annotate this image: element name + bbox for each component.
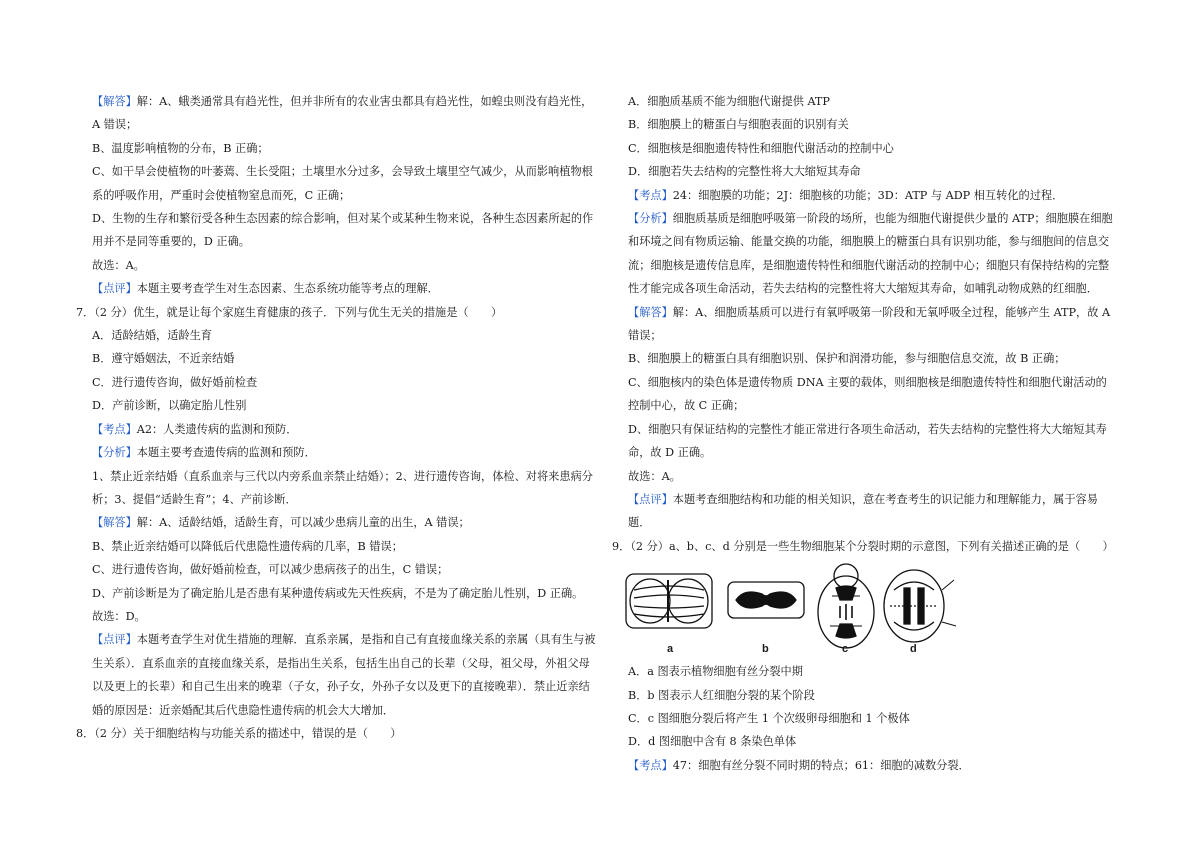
annotated-paragraph [88, 277, 598, 300]
line-text: B．b 图表示人红细胞分裂的某个阶段 [628, 688, 815, 702]
annotated-paragraph [88, 90, 598, 137]
figure-label-b: b [762, 643, 769, 656]
line-text: A．细胞质基质不能为细胞代谢提供 ATP [628, 95, 830, 108]
line-text: D．d 图细胞中含有 8 条染色单体 [628, 735, 797, 749]
annotated-paragraph [88, 511, 598, 534]
text-line [624, 465, 1114, 488]
annotated-paragraph [624, 754, 1114, 777]
line-text: B．遵守婚姻法，不近亲结婚 [92, 352, 235, 366]
cell-c-drawing [818, 564, 874, 648]
line-text: 故选：D。 [92, 609, 146, 623]
text-line [624, 371, 1114, 418]
line-text: 解：A、蛾类通常具有趋光性，但并非所有的农业害虫都具有趋光性，如蝗虫则没有趋光性，A 错误； [92, 95, 593, 132]
line-text: 解：A、适龄结婚，适龄生育，可以减少患病儿童的出生，A 错误； [136, 516, 470, 530]
text-line [88, 535, 598, 558]
text-line [88, 371, 598, 394]
annotated-paragraph [624, 184, 1114, 207]
section-tag: 【分析】 [92, 446, 137, 460]
text-line [624, 660, 1114, 683]
text-line [88, 465, 598, 512]
line-text: B、温度影响植物的分布，B 正确； [92, 141, 269, 155]
line-text: B、细胞膜上的糖蛋白具有细胞识别、保护和润滑功能，参与细胞信息交流，故 B 正确； [628, 352, 1066, 366]
text-line [624, 90, 1114, 113]
line-text: 24：细胞膜的功能；2J：细胞核的功能；3D：ATP 与 ADP 相互转化的过程． [672, 188, 1064, 202]
section-tag: 【解答】 [628, 305, 673, 319]
cell-b-drawing [728, 582, 804, 618]
left-column [76, 90, 598, 745]
section-tag: 【分析】 [628, 212, 673, 226]
line-text: A2：人类遗传病的监测和预防． [136, 422, 298, 436]
text-line [624, 113, 1114, 136]
line-text: B．细胞膜上的糖蛋白与细胞表面的识别有关 [628, 118, 849, 132]
text-line [88, 160, 598, 207]
line-text: 9．（2 分）a、b、c、d 分别是一些生物细胞某个分裂时期的示意图，下列有关描述正确的是（ ） [612, 539, 1114, 553]
line-text: 本题主要考查学生对生态因素、生态系统功能等考点的理解． [136, 282, 439, 296]
section-tag: 【考点】 [628, 758, 673, 772]
text-line [88, 605, 598, 628]
text-line [624, 684, 1114, 707]
line-text: D、生物的生存和繁衍受各种生态因素的综合影响，但对某个或某种生物来说，各种生态因素所起的作用并不是同等重要的，D 正确。 [92, 212, 594, 249]
line-text: D．细胞若失去结构的完整性将大大缩短其寿命 [628, 165, 861, 179]
right-column-top [612, 90, 1114, 558]
line-text: 本题主要考查遗传病的监测和预防． [136, 446, 316, 460]
section-tag: 【点评】 [92, 282, 137, 296]
line-text: B、禁止近亲结婚可以降低后代患隐性遗传病的几率，B 错误； [92, 539, 403, 553]
section-tag: 【解答】 [92, 516, 137, 530]
section-tag: 【点评】 [92, 633, 137, 647]
line-text: 解：A、细胞质基质可以进行有氧呼吸第一阶段和无氧呼吸全过程，能够产生 ATP，故 A 错误； [628, 305, 1111, 343]
line-text: 本题考查细胞结构和功能的相关知识，意在考查考生的识记能力和理解能力，属于容易题． [628, 492, 1098, 530]
line-text: 本题考查学生对优生措施的理解．直系亲属，是指和自己有直接血缘关系的亲属（具有生与被生关系）．直系血亲的直接血缘关系，是指出生关系，包括生出自己的长辈（父母，祖父母，外祖父母以及更上的长辈）和自己生出来的晚辈（子女，孙子女，外孙子女以及更下的直接晚辈）．禁止近亲结婚的原因是：近亲婚配其后代患隐性遗传病的机会大大增加． [92, 633, 596, 717]
cell-division-figure [624, 560, 1114, 660]
figure-label-c: c [842, 643, 849, 656]
text-line [624, 137, 1114, 160]
line-text: C．进行遗传咨询，做好婚前检查 [92, 375, 258, 389]
line-text: 47：细胞有丝分裂不同时期的特点；61：细胞的减数分裂． [672, 758, 970, 772]
cell-a-drawing [626, 574, 712, 628]
line-text: C．c 图细胞分裂后将产生 1 个次级卵母细胞和 1 个极体 [628, 711, 910, 725]
line-text: C、细胞核内的染色体是遗传物质 DNA 主要的载体，则细胞核是细胞遗传特性和细胞代谢活动的控制中心，故 C 正确； [628, 375, 1107, 413]
text-line [88, 582, 598, 605]
text-line [88, 558, 598, 581]
annotated-paragraph [624, 301, 1114, 348]
text-line [88, 347, 598, 370]
text-line [88, 324, 598, 347]
text-line [624, 418, 1114, 465]
line-text: D、产前诊断是为了确定胎儿是否患有某种遗传病或先天性疾病，不是为了确定胎儿性别，D 正确。 [92, 586, 584, 600]
annotated-paragraph [88, 418, 598, 441]
section-tag: 【考点】 [92, 422, 137, 436]
annotated-paragraph [88, 441, 598, 464]
line-text: 细胞质基质是细胞呼吸第一阶段的场所，也能为细胞代谢提供少量的 ATP；细胞膜在细胞和环境之间有物质运输、能量交换的功能，细胞膜上的糖蛋白具有识别功能，参与细胞间的信息交流；细胞核是遗传信息库，是细胞遗传特性和细胞代谢活动的控制中心；细胞只有保持结构的完整性才能完成各项生命活动，若失去结构的完整性将大大缩短其寿命，如哺乳动物成熟的红细胞． [628, 212, 1113, 296]
right-column [612, 90, 1114, 777]
annotated-paragraph [624, 207, 1114, 301]
line-text: D．产前诊断，以确定胎儿性别 [92, 399, 247, 413]
text-line [88, 207, 598, 254]
section-tag: 【解答】 [92, 95, 137, 108]
line-text: D、细胞只有保证结构的完整性才能正常进行各项生命活动，若失去结构的完整性将大大缩短其寿命，故 D 正确。 [628, 422, 1107, 460]
line-text: C、进行遗传咨询，做好婚前检查，可以减少患病孩子的出生，C 错误； [92, 563, 449, 577]
text-line [624, 347, 1114, 370]
text-line [624, 730, 1114, 753]
line-text: 7．（2 分）优生，就是让每个家庭生育健康的孩子．下列与优生无关的措施是（ ） [76, 305, 503, 319]
line-text: 故选：A。 [628, 469, 681, 483]
annotated-paragraph [624, 488, 1114, 535]
text-line [624, 707, 1114, 730]
question-stem [76, 722, 598, 745]
text-line [88, 254, 598, 277]
right-column-bottom [624, 660, 1114, 777]
line-text: C、如干旱会使植物的叶萎蔫、生长受阻；土壤里水分过多，会导致土壤里空气减少，从而影响植物根系的呼吸作用，严重时会使植物窒息而死，C 正确； [92, 165, 593, 202]
text-line [624, 160, 1114, 183]
section-tag: 【考点】 [628, 188, 673, 202]
line-text: 故选：A。 [92, 258, 145, 272]
figure-label-d: d [910, 643, 917, 656]
annotated-paragraph [88, 628, 598, 722]
text-line [88, 394, 598, 417]
text-line [88, 137, 598, 160]
line-text: 1、禁止近亲结婚（直系血亲与三代以内旁系血亲禁止结婚）；2、进行遗传咨询，体检、对将来患病分析；3、提倡“适龄生育”；4、产前诊断． [92, 469, 593, 506]
section-tag: 【点评】 [628, 492, 673, 506]
figure-label-a: a [667, 643, 674, 656]
question-stem [76, 301, 598, 324]
line-text: 8．（2 分）关于细胞结构与功能关系的描述中，错误的是（ ） [76, 726, 402, 740]
cell-d-drawing [884, 570, 956, 642]
question-stem [612, 535, 1114, 558]
line-text: A．适龄结婚，适龄生育 [92, 329, 212, 343]
line-text: C．细胞核是细胞遗传特性和细胞代谢活动的控制中心 [628, 141, 894, 155]
line-text: A．a 图表示植物细胞有丝分裂中期 [628, 665, 803, 679]
